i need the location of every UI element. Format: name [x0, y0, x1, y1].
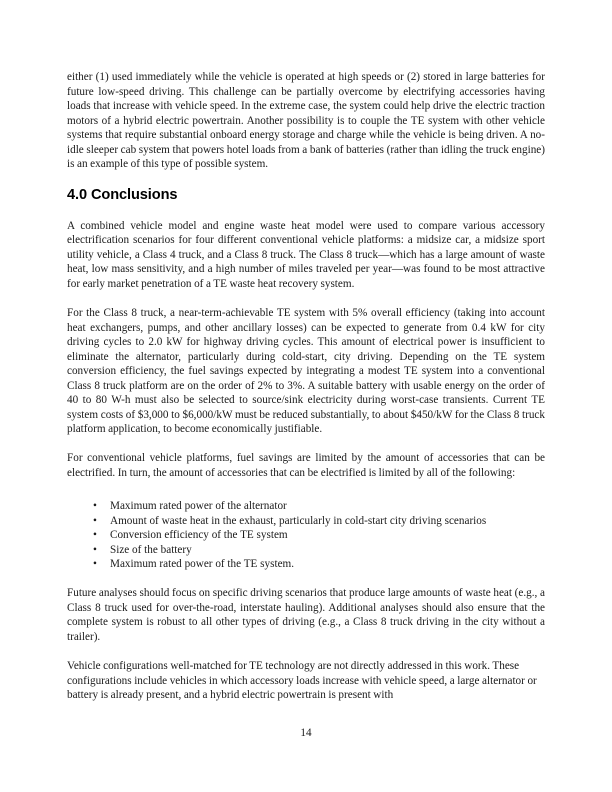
list-item-label: Conversion efficiency of the TE system — [110, 529, 288, 542]
list-item — [67, 557, 545, 572]
paragraph-continued-intro: either (1) used immediately while the vehicle is operated at high speeds or (2) stored in large batteries for future low-speed driving. This challenge can be partially overcome by electrifying accessories having loads that increase with vehicle speed. In the extreme case, the system could help drive the electric traction motors of a hybrid electric powertrain. Another possibility is to couple the TE system with other vehicle systems that require substantial onboard energy storage and charge while the vehicle is being driven. A no-idle sleeper cab system that powers hotel loads from a bank of batteries (rather than idling the truck engine) is an example of this type of possible system. — [67, 71, 545, 171]
paragraph-vehicle-configurations: Vehicle configurations well-matched for TE technology are not directly addressed in this work. These configurations include vehicles in which accessory loads increase with vehicle speed, a large alternator or battery is already present, and a hybrid electric powertrain is present with — [67, 660, 537, 702]
paragraph-class8-te-system: For the Class 8 truck, a near-term-achievable TE system with 5% overall efficiency (taking into account heat exchangers, pumps, and other ancillary losses) can be expected to generate from 0.4 kW for city driving cycles to 2.0 kW for highway driving cycles. This amount of electrical power is insufficient to eliminate the alternator, particularly during cold-start, city driving. Depending on the TE system conversion efficiency, the fuel savings expected by integrating a modest TE system into a conventional Class 8 truck platform are on the order of 2% to 3%. A suitable battery with usable energy on the order of 40 to 80 W-h must also be selected to source/sink electricity during worst-case transients. Current TE system costs of $3,000 to $6,000/kW must be reduced substantially, to about $450/kW for the Class 8 truck platform application, to become economically justifiable. — [67, 307, 545, 436]
paragraph-vehicle-model-summary: A combined vehicle model and engine waste heat model were used to compare various accessory electrification scenarios for four different conventional vehicle platforms: a midsize car, a midsize sport utility vehicle, a Class 4 truck, and a Class 8 truck. The Class 8 truck—which has a large amount of waste heat, low mass sensitivity, and a high number of miles traveled per year—was found to be most attractive for early market penetration of a TE waste heat recovery system. — [67, 219, 545, 291]
list-item-label: Amount of waste heat in the exhaust, particularly in cold-start city driving scenarios — [110, 514, 487, 527]
section-heading-conclusions: 4.0 Conclusions — [67, 187, 178, 204]
bullet-icon: • — [93, 558, 97, 571]
paragraph-fuel-savings-limits: For conventional vehicle platforms, fuel savings are limited by the amount of accessories that can be electrified. In turn, the amount of accessories that can be electrified is limited by all of the following: — [67, 452, 545, 480]
list-item — [67, 528, 545, 543]
list-item — [67, 543, 545, 558]
limiting-factors-list — [67, 499, 545, 572]
list-item-label: Maximum rated power of the TE system. — [110, 558, 295, 571]
bullet-icon: • — [93, 543, 97, 556]
page-number: 14 — [300, 727, 312, 739]
bullet-icon: • — [93, 529, 97, 542]
list-item-label: Size of the battery — [110, 543, 192, 556]
page-content-column — [67, 70, 545, 717]
list-item-label: Maximum rated power of the alternator — [110, 500, 287, 513]
bullet-icon: • — [93, 500, 97, 513]
paragraph-future-analyses: Future analyses should focus on specific driving scenarios that produce large amounts of waste heat (e.g., a Class 8 truck used for over-the-road, interstate hauling). Additional analyses should also ensure that the complete system is robust to all other types of driving (e.g., a Class 8 truck driving in the city without a trailer). — [67, 587, 545, 643]
list-item — [67, 499, 545, 514]
list-item — [67, 514, 545, 529]
bullet-icon: • — [93, 514, 97, 527]
